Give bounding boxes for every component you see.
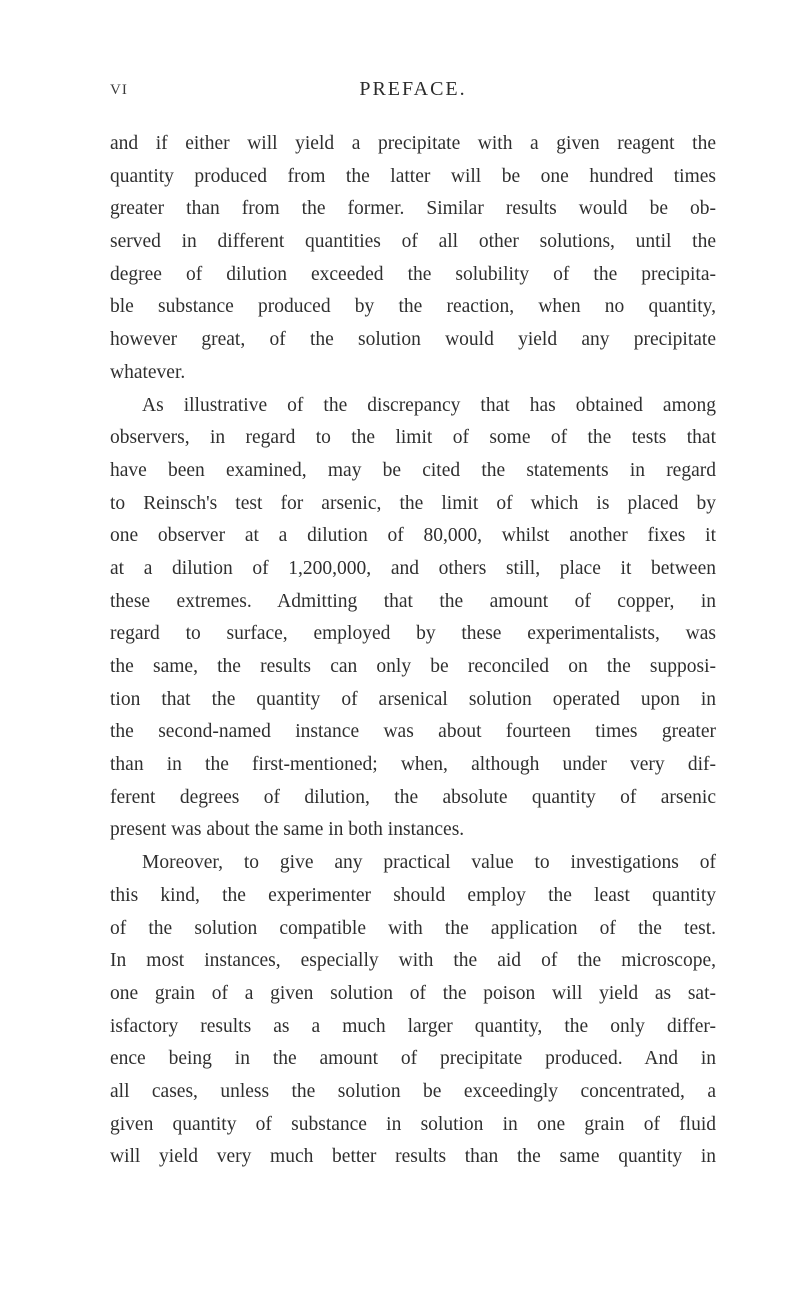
text-line: tion that the quantity of arsenical solution operated upon in — [110, 688, 716, 710]
text-line: ferent degrees of dilution, the absolute quantity of arsenic — [110, 786, 716, 808]
text-line: ble substance produced by the reaction, when no quantity, — [110, 296, 716, 318]
page-header — [110, 78, 716, 108]
text-line: one grain of a given solution of the poison will yield as sat- — [110, 982, 716, 1004]
text-line: one observer at a dilution of 80,000, whilst another fixes it — [110, 525, 716, 547]
text-line: have been examined, may be cited the statements in regard — [110, 459, 716, 481]
text-line: at a dilution of 1,200,000, and others still, place it between — [110, 557, 716, 579]
text-line: to Reinsch's test for arsenic, the limit of which is placed by — [110, 492, 716, 514]
text-line: quantity produced from the latter will be one hundred times — [110, 165, 716, 187]
text-line: of the solution compatible with the application of the test. — [110, 917, 716, 939]
text-line: In most instances, especially with the aid of the microscope, — [110, 950, 716, 972]
running-title: PREFACE. — [359, 78, 467, 100]
text-line: the same, the results can only be reconciled on the supposi- — [110, 656, 716, 677]
page-number: VI — [110, 82, 128, 98]
text-line: all cases, unless the solution be exceedingly concentrated, a — [110, 1080, 716, 1102]
text-line: degree of dilution exceeded the solubility of the precipita- — [110, 263, 716, 285]
text-line: ence being in the amount of precipitate produced. And in — [110, 1048, 716, 1070]
text-line: served in different quantities of all other solutions, until the — [110, 231, 716, 253]
text-line: given quantity of substance in solution in one grain of fluid — [110, 1113, 716, 1135]
text-line: regard to surface, employed by these experimentalists, was — [110, 623, 716, 645]
text-line: present was about the same in both instances. — [110, 819, 465, 841]
text-line: observers, in regard to the limit of some of the tests that — [110, 427, 716, 449]
text-line: this kind, the experimenter should employ the least quantity — [110, 884, 716, 906]
body-text — [110, 128, 716, 1174]
text-line: whatever. — [110, 361, 186, 383]
text-line: and if either will yield a precipitate with a given reagent the — [110, 133, 716, 154]
text-line: greater than from the former. Similar results would be ob- — [110, 198, 716, 220]
text-line: the second-named instance was about fourteen times greater — [110, 721, 716, 743]
text-line: isfactory results as a much larger quantity, the only differ- — [110, 1015, 716, 1037]
text-line: As illustrative of the discrepancy that has obtained among — [142, 394, 716, 416]
text-line: than in the first-mentioned; when, although under very dif- — [110, 754, 716, 776]
text-line: these extremes. Admitting that the amount of copper, in — [110, 590, 716, 612]
text-line: however great, of the solution would yield any precipitate — [110, 329, 716, 351]
text-line: will yield very much better results than the same quantity in — [110, 1146, 716, 1168]
text-line: Moreover, to give any practical value to investigations of — [142, 852, 716, 874]
